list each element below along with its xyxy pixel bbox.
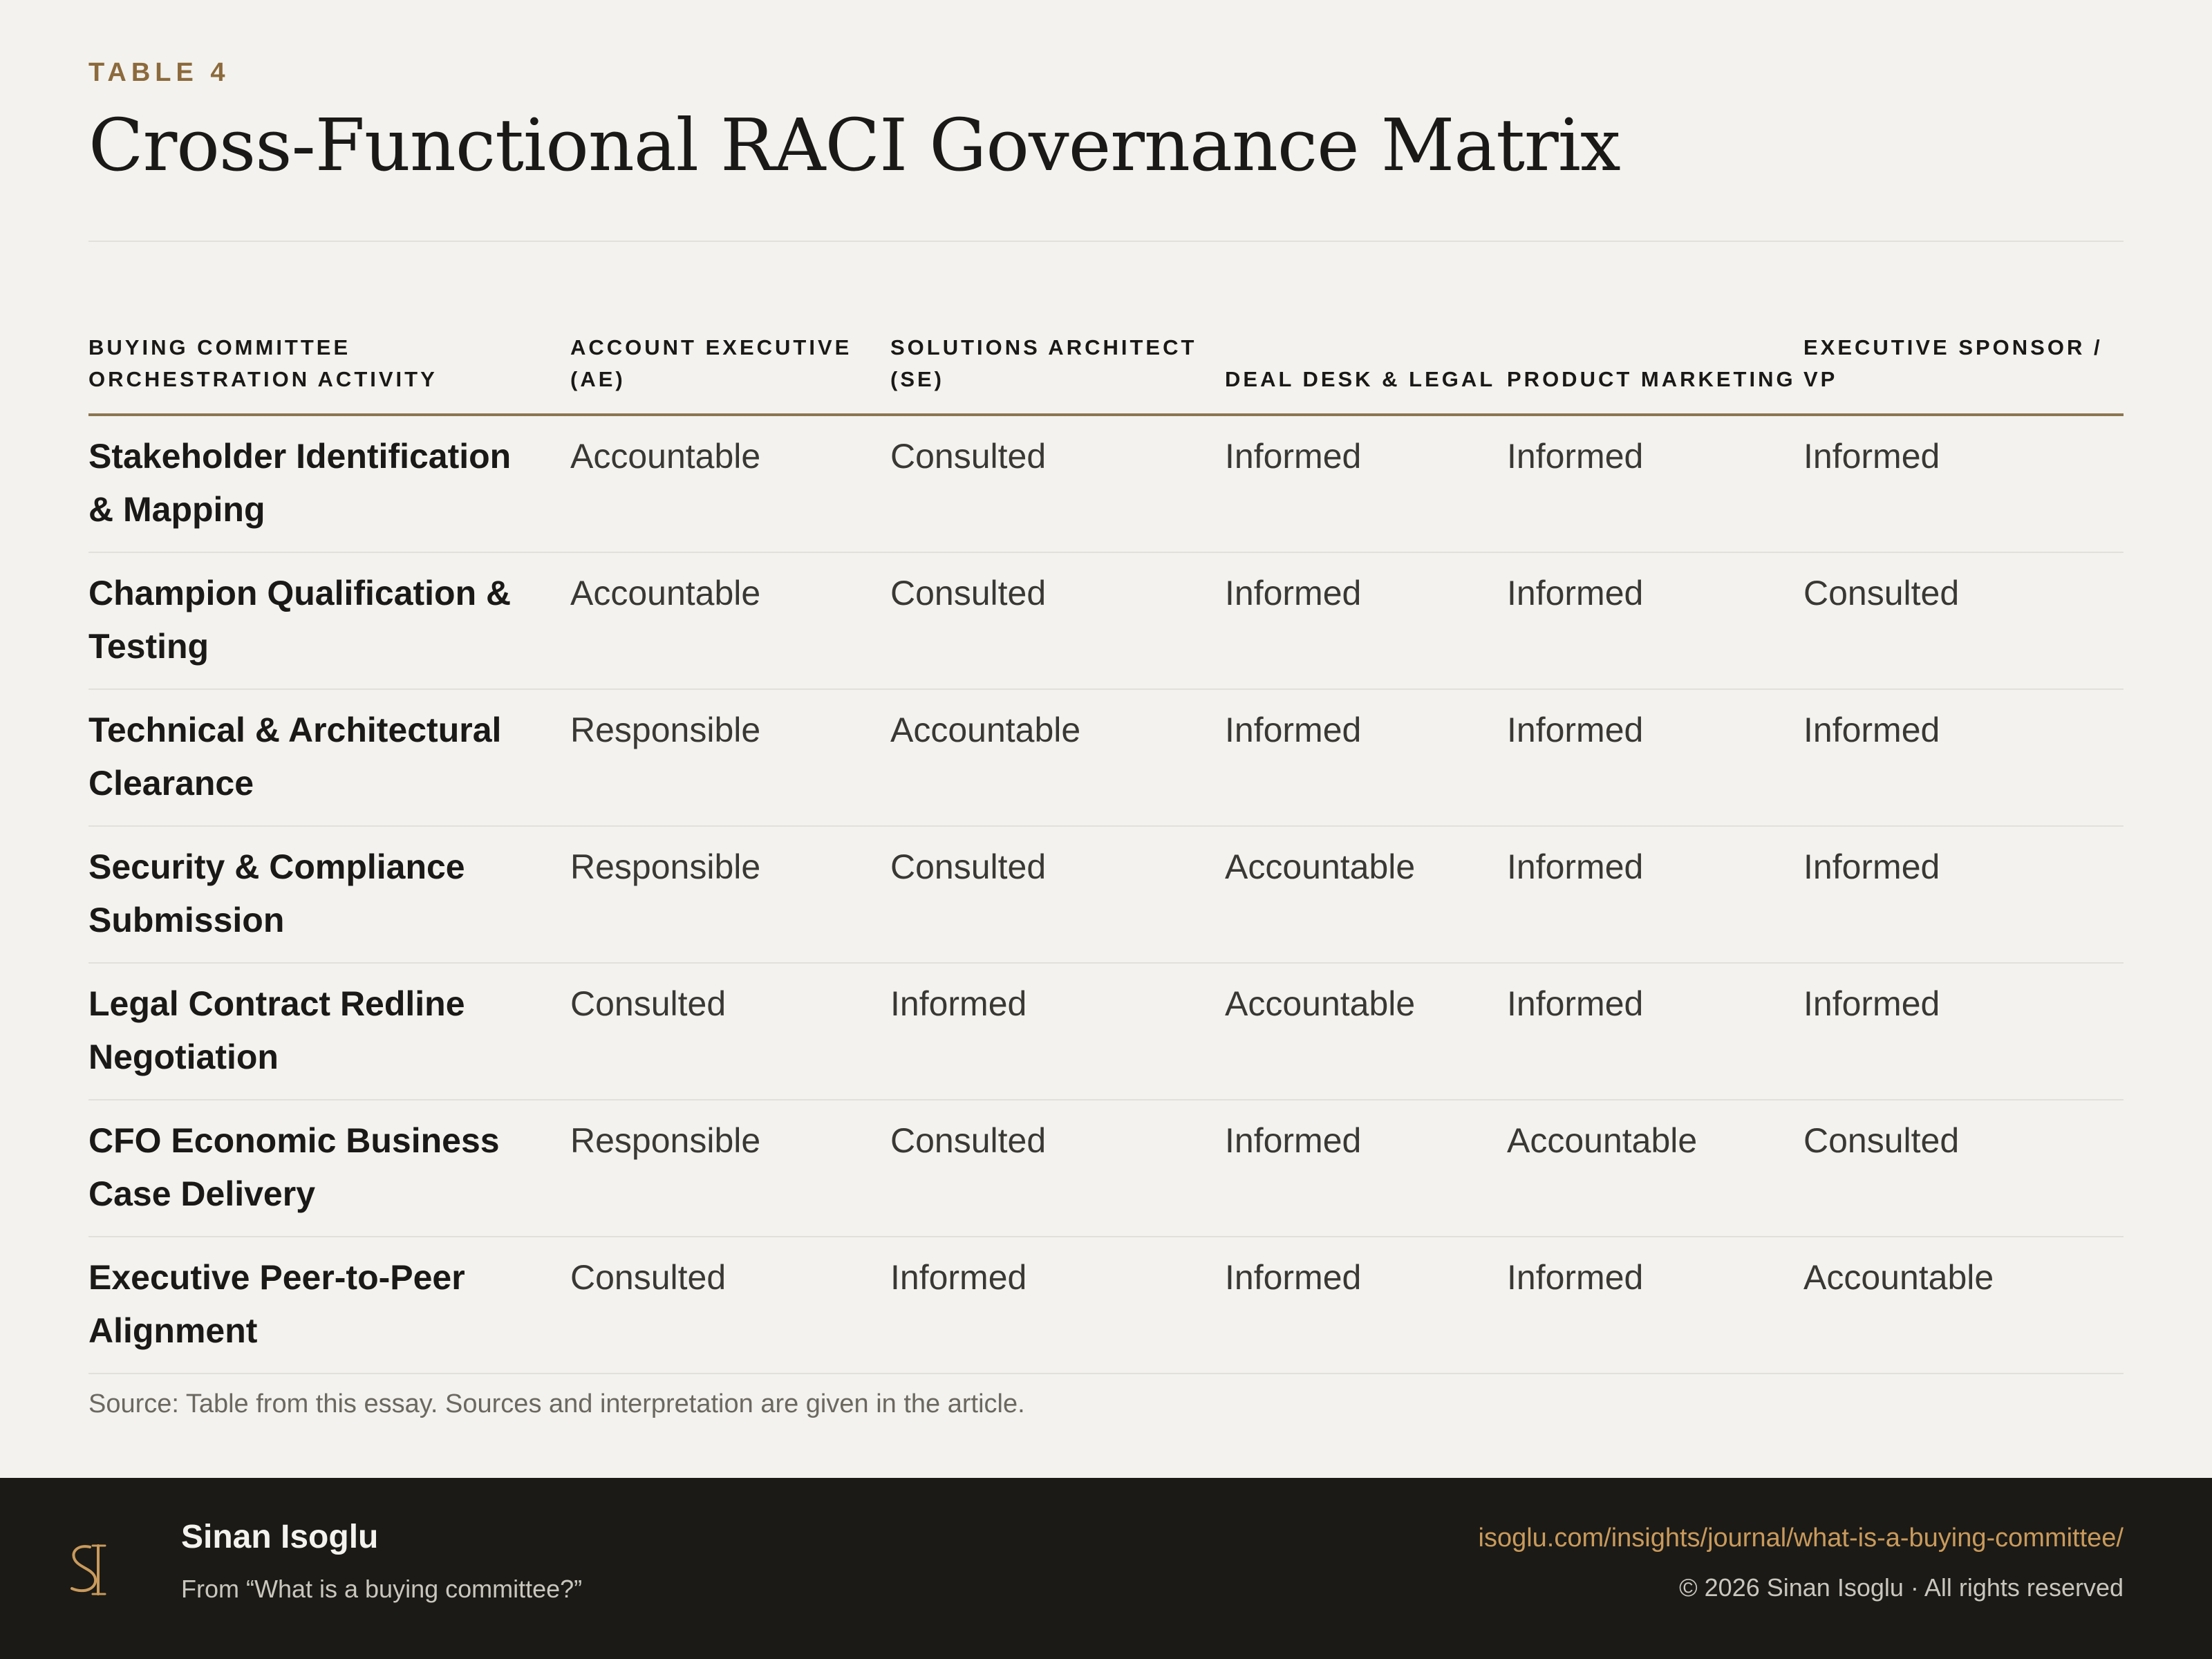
- column-header-ae: ACCOUNT EXECUTIVE (AE): [570, 332, 890, 415]
- article-reference: From “What is a buying committee?”: [181, 1575, 583, 1603]
- legal-cell: Informed: [1225, 1100, 1507, 1237]
- pm-cell: Accountable: [1507, 1100, 1803, 1237]
- legal-cell: Accountable: [1225, 963, 1507, 1100]
- table-row: [88, 826, 2124, 963]
- table-row: [88, 963, 2124, 1100]
- table-row: [88, 552, 2124, 689]
- legal-cell: Informed: [1225, 689, 1507, 826]
- ae-cell: Accountable: [570, 415, 890, 552]
- table-row: [88, 415, 2124, 552]
- vp-cell: Accountable: [1803, 1237, 2124, 1374]
- se-cell: Informed: [890, 963, 1225, 1100]
- activity-cell: Stakeholder Identification & Mapping: [88, 415, 570, 552]
- vp-cell: Informed: [1803, 415, 2124, 552]
- legal-cell: Informed: [1225, 552, 1507, 689]
- raci-table: [88, 332, 2124, 1374]
- legal-cell: Informed: [1225, 415, 1507, 552]
- se-cell: Consulted: [890, 1100, 1225, 1237]
- se-cell: Informed: [890, 1237, 1225, 1374]
- article-link[interactable]: isoglu.com/insights/journal/what-is-a-buying-committee/: [1478, 1524, 2124, 1553]
- ae-cell: Responsible: [570, 1100, 890, 1237]
- se-cell: Consulted: [890, 552, 1225, 689]
- activity-cell: Technical & Architectural Clearance: [88, 689, 570, 826]
- author-name: Sinan Isoglu: [181, 1519, 379, 1555]
- pm-cell: Informed: [1507, 415, 1803, 552]
- table-number: TABLE 4: [88, 58, 230, 87]
- vp-cell: Informed: [1803, 689, 2124, 826]
- vp-cell: Informed: [1803, 963, 2124, 1100]
- ae-cell: Responsible: [570, 689, 890, 826]
- ae-cell: Accountable: [570, 552, 890, 689]
- se-cell: Consulted: [890, 415, 1225, 552]
- column-header-vp: EXECUTIVE SPONSOR / VP: [1803, 332, 2124, 415]
- activity-cell: Security & Compliance Submission: [88, 826, 570, 963]
- pm-cell: Informed: [1507, 826, 1803, 963]
- vp-cell: Informed: [1803, 826, 2124, 963]
- legal-cell: Accountable: [1225, 826, 1507, 963]
- activity-cell: Legal Contract Redline Negotiation: [88, 963, 570, 1100]
- ae-cell: Consulted: [570, 1237, 890, 1374]
- pm-cell: Informed: [1507, 552, 1803, 689]
- page-title: Cross-Functional RACI Governance Matrix: [88, 103, 1620, 187]
- activity-cell: CFO Economic Business Case Delivery: [88, 1100, 570, 1237]
- source-note: Source: Table from this essay. Sources and interpretation are given in the article.: [88, 1389, 1025, 1418]
- pm-cell: Informed: [1507, 1237, 1803, 1374]
- activity-cell: Champion Qualification & Testing: [88, 552, 570, 689]
- se-cell: Accountable: [890, 689, 1225, 826]
- title-divider: [88, 241, 2124, 242]
- pm-cell: Informed: [1507, 963, 1803, 1100]
- se-cell: Consulted: [890, 826, 1225, 963]
- legal-cell: Informed: [1225, 1237, 1507, 1374]
- copyright-notice: © 2026 Sinan Isoglu · All rights reserved: [1679, 1573, 2124, 1602]
- ae-cell: Responsible: [570, 826, 890, 963]
- activity-cell: Executive Peer-to-Peer Alignment: [88, 1237, 570, 1374]
- footer: [0, 1478, 2212, 1659]
- ae-cell: Consulted: [570, 963, 890, 1100]
- table-row: [88, 1237, 2124, 1374]
- table-header-row: [88, 332, 2124, 415]
- vp-cell: Consulted: [1803, 1100, 2124, 1237]
- column-header-se: SOLUTIONS ARCHITECT (SE): [890, 332, 1225, 415]
- column-header-activity: BUYING COMMITTEE ORCHESTRATION ACTIVITY: [88, 332, 570, 415]
- vp-cell: Consulted: [1803, 552, 2124, 689]
- pm-cell: Informed: [1507, 689, 1803, 826]
- table-row: [88, 1100, 2124, 1237]
- table-row: [88, 689, 2124, 826]
- monogram-logo: [64, 1539, 119, 1601]
- column-header-pm: PRODUCT MARKETING: [1507, 332, 1803, 415]
- column-header-legal: DEAL DESK & LEGAL: [1225, 332, 1507, 415]
